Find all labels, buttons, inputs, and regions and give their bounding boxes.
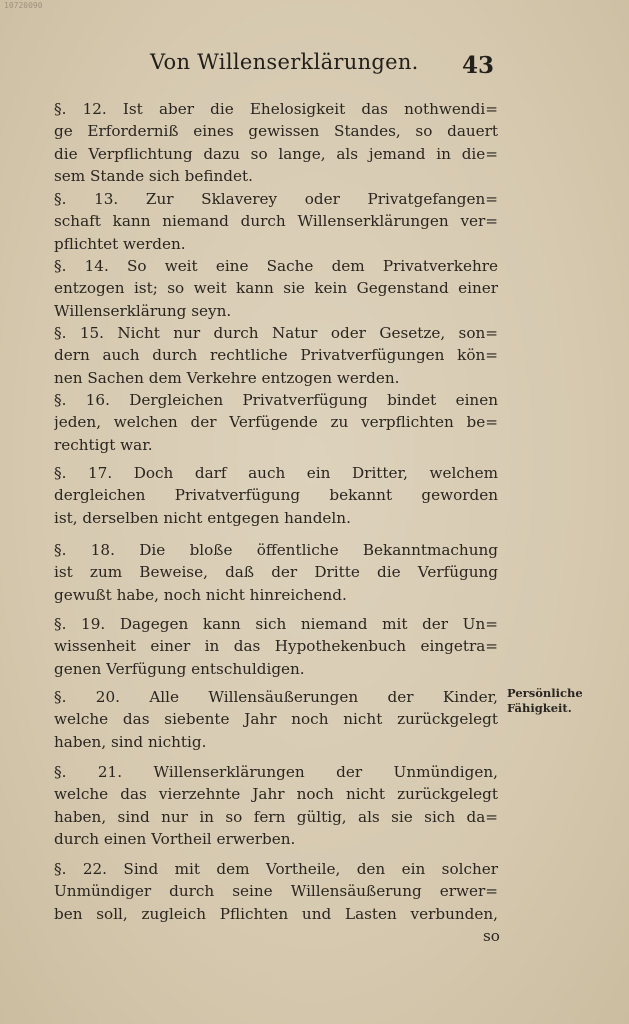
text-line: ge Erforderniß eines gewissen Standes, so dauert <box>54 122 498 141</box>
text-line: haben, sind nichtig. <box>54 732 207 751</box>
text-line: §. 20. Alle Willensäußerungen der Kinder, <box>54 688 498 706</box>
text-line: gewußt habe, noch nicht hinreichend. <box>54 585 347 604</box>
paragraph-20 <box>54 686 498 753</box>
paragraph-14 <box>54 255 498 322</box>
text-line: sem Stande sich befindet. <box>54 167 253 186</box>
margin-note <box>507 686 625 716</box>
text-line: entzogen ist; so weit kann sie kein Gegenstand einer <box>54 279 498 298</box>
text-line: welche das siebente Jahr noch nicht zurückgelegt <box>54 710 498 729</box>
text-line: genen Verfügung entschuldigen. <box>54 659 305 678</box>
text-line: durch einen Vortheil erwerben. <box>54 830 296 849</box>
running-header: Von Willenserklärungen. <box>150 50 419 74</box>
text-line: ist zum Beweise, daß der Dritte die Verfügung <box>54 563 498 582</box>
text-line: die Verpflichtung dazu so lange, als jemand in die= <box>54 144 498 163</box>
text-line: §. 21. Willenserklärungen der Unmündigen, <box>54 763 498 781</box>
text-line: §. 15. Nicht nur durch Natur oder Gesetze, son= <box>54 324 498 342</box>
margin-note-line: Persönliche <box>507 686 583 700</box>
text-line: nen Sachen dem Verkehre entzogen werden. <box>54 368 400 387</box>
text-line: welche das vierzehnte Jahr noch nicht zurückgelegt <box>54 785 498 804</box>
paragraph-16 <box>54 389 498 456</box>
paragraph-15 <box>54 322 498 389</box>
text-line: §. 17. Doch darf auch ein Dritter, welchem <box>54 464 498 482</box>
text-line: rechtigt war. <box>54 435 153 454</box>
text-line: dergleichen Privatverfügung bekannt geworden <box>54 486 498 505</box>
text-line: §. 18. Die bloße öffentliche Bekanntmachung <box>54 541 498 559</box>
catchword: so <box>483 927 500 945</box>
library-stamp: 10720090 <box>4 1 43 10</box>
paragraph-19 <box>54 613 498 680</box>
text-line: §. 19. Dagegen kann sich niemand mit der Un= <box>54 615 498 633</box>
text-line: wissenheit einer in das Hypothekenbuch eingetra= <box>54 637 498 656</box>
paragraph-17 <box>54 462 498 529</box>
text-line: haben, sind nur in so fern gültig, als sie sich da= <box>54 807 498 826</box>
page-number: 43 <box>462 52 495 79</box>
text-line: §. 14. So weit eine Sache dem Privatverkehre <box>54 257 498 275</box>
text-line: §. 13. Zur Sklaverey oder Privatgefangen= <box>54 190 498 208</box>
text-line: §. 22. Sind mit dem Vortheile, den ein solcher <box>54 860 498 878</box>
text-line: §. 12. Ist aber die Ehelosigkeit das nothwendi= <box>54 100 498 118</box>
paragraph-13 <box>54 188 498 255</box>
margin-note-line: Fähigkeit. <box>507 701 572 715</box>
text-line: Unmündiger durch seine Willensäußerung erwer= <box>54 882 498 901</box>
text-line: dern auch durch rechtliche Privatverfügungen kön= <box>54 346 498 365</box>
text-line: Willenserklärung seyn. <box>54 301 232 320</box>
text-line: schaft kann niemand durch Willenserklärungen ver= <box>54 212 498 231</box>
text-line: ist, derselben nicht entgegen handeln. <box>54 508 351 527</box>
paragraph-18 <box>54 539 498 606</box>
text-line: pflichtet werden. <box>54 234 186 253</box>
text-line: §. 16. Dergleichen Privatverfügung bindet einen <box>54 391 498 409</box>
paragraph-12 <box>54 98 498 188</box>
text-line: jeden, welchen der Verfügende zu verpflichten be= <box>54 413 498 432</box>
text-line: ben soll, zugleich Pflichten und Lasten verbunden, <box>54 904 498 923</box>
paragraph-22 <box>54 858 498 925</box>
paragraph-21 <box>54 761 498 851</box>
